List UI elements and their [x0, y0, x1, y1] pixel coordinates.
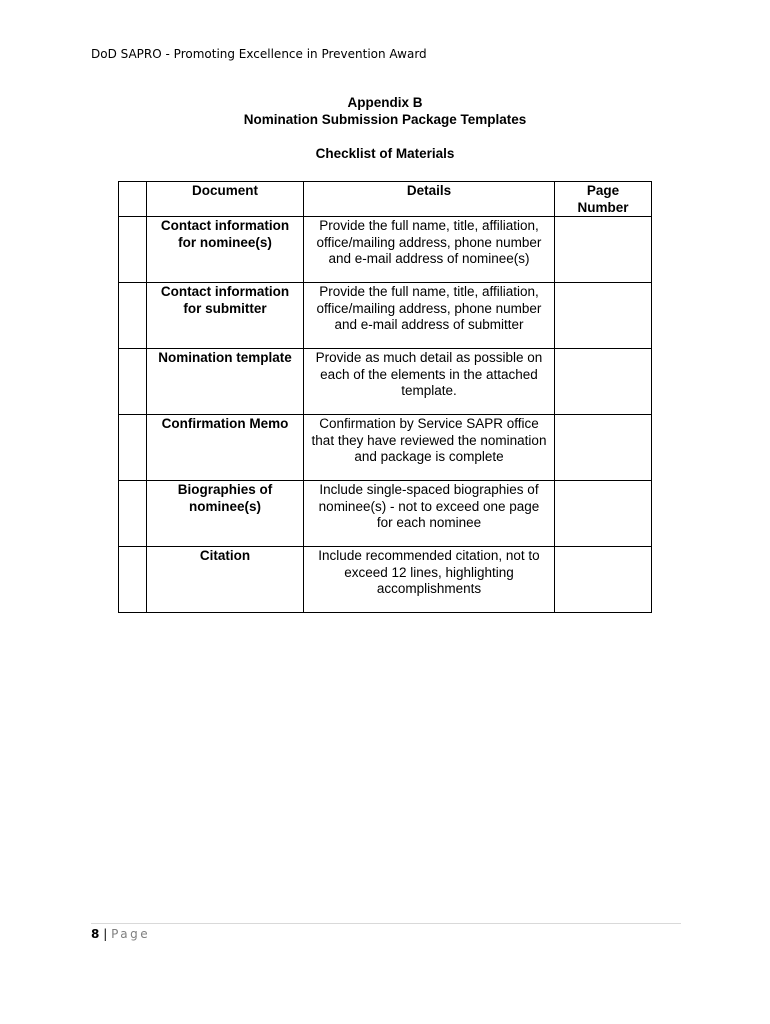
page-number-cell [555, 349, 652, 415]
footer-separator: | [103, 927, 108, 941]
check-cell [119, 283, 147, 349]
page-footer [91, 927, 150, 941]
table-row [119, 547, 652, 613]
title-block [0, 94, 770, 128]
table-row [119, 481, 652, 547]
table-row [119, 217, 652, 283]
document-cell: Contact information for submitter [147, 283, 304, 349]
check-cell [119, 349, 147, 415]
header-check [119, 182, 147, 217]
check-cell [119, 547, 147, 613]
details-cell: Include recommended citation, not to exceed 12 lines, highlighting accomplishments [304, 547, 555, 613]
details-cell: Provide the full name, title, affiliation, office/mailing address, phone number and e-mail address of submitter [304, 283, 555, 349]
details-cell: Provide as much detail as possible on each of the elements in the attached template. [304, 349, 555, 415]
check-cell [119, 217, 147, 283]
document-cell: Confirmation Memo [147, 415, 304, 481]
footer-divider [91, 923, 681, 924]
page-number-cell [555, 217, 652, 283]
document-cell: Contact information for nominee(s) [147, 217, 304, 283]
page-number-cell [555, 547, 652, 613]
table-row [119, 283, 652, 349]
checklist-table [118, 181, 652, 613]
page-label: Page [111, 927, 151, 941]
document-cell: Citation [147, 547, 304, 613]
appendix-subtitle: Nomination Submission Package Templates [243, 112, 527, 127]
check-cell [119, 481, 147, 547]
header-page-number: Page Number [555, 182, 652, 217]
document-header: DoD SAPRO - Promoting Excellence in Prevention Award [91, 47, 427, 61]
table-row [119, 349, 652, 415]
header-details: Details [304, 182, 555, 217]
document-cell: Nomination template [147, 349, 304, 415]
details-cell: Provide the full name, title, affiliation, office/mailing address, phone number and e-mail address of nominee(s) [304, 217, 555, 283]
page-number: 8 [91, 927, 100, 941]
page-number-cell [555, 283, 652, 349]
details-cell: Confirmation by Service SAPR office that they have reviewed the nomination and package is complete [304, 415, 555, 481]
details-cell: Include single-spaced biographies of nominee(s) - not to exceed one page for each nominee [304, 481, 555, 547]
appendix-title: Appendix B [347, 95, 423, 110]
header-document: Document [147, 182, 304, 217]
table-header-row [119, 182, 652, 217]
table-row [119, 415, 652, 481]
page-number-cell [555, 481, 652, 547]
checklist-title: Checklist of Materials [315, 146, 455, 161]
page-number-cell [555, 415, 652, 481]
document-cell: Biographies of nominee(s) [147, 481, 304, 547]
check-cell [119, 415, 147, 481]
